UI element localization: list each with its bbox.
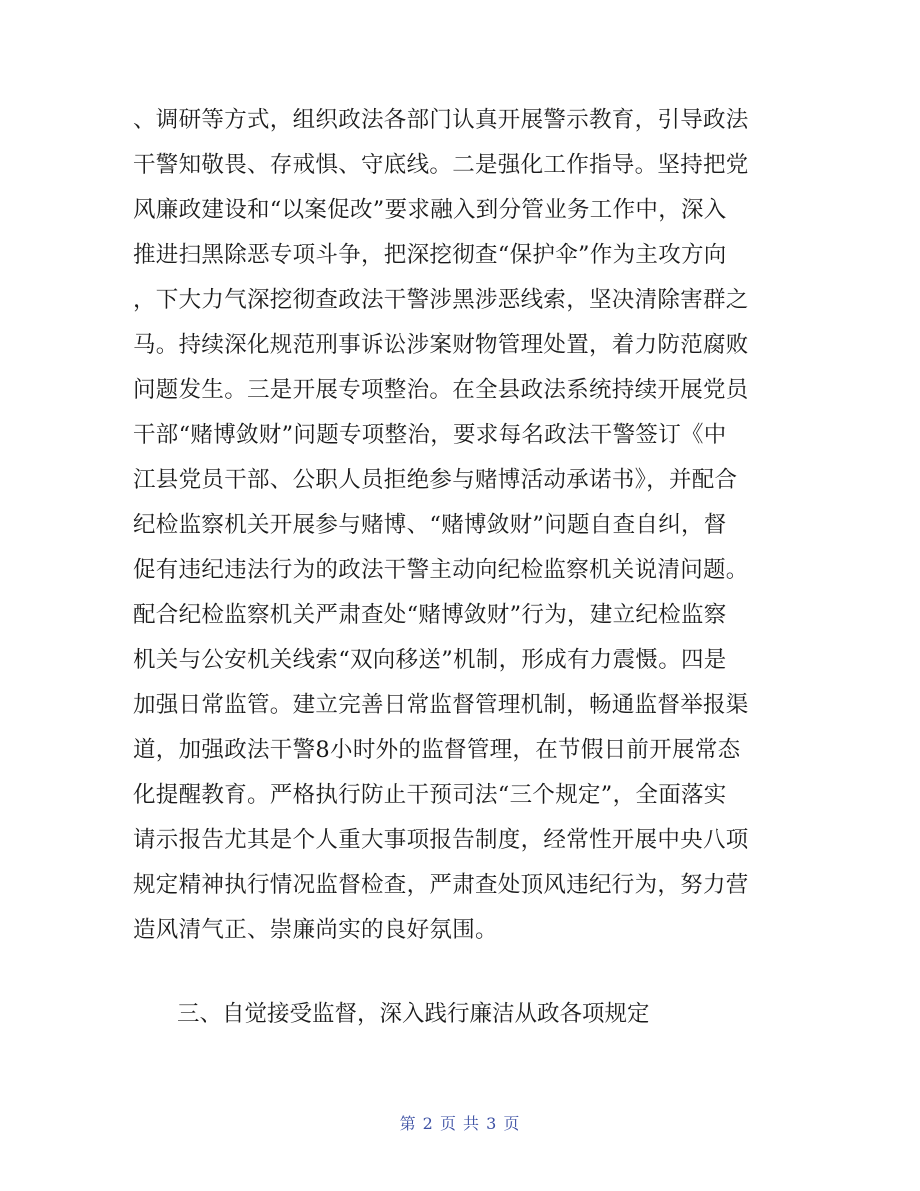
text-line: 促有违纪违法行为的政法干警主动向纪检监察机关说清问题。 xyxy=(133,557,749,583)
page-footer: 第 2 页 共 3 页 xyxy=(399,1114,521,1133)
text-line: 机关与公安机关线索“双向移送”机制，形成有力震慑。四是 xyxy=(133,647,727,673)
text-line: 江县党员干部、公职人员拒绝参与赌博活动承诺书》，并配合 xyxy=(133,467,738,493)
text-line: 化提醒教育。严格执行防止干预司法“三个规定”，全面落实 xyxy=(133,782,727,808)
body-text xyxy=(133,98,793,953)
text-line: 问题发生。三是开展专项整治。在全县政法系统持续开展党员 xyxy=(133,377,749,403)
text-line: ，下大力气深挖彻查政法干警涉黑涉恶线索，坚决清除害群之 xyxy=(133,287,749,313)
text-line: 推进扫黑除恶专项斗争，把深挖彻查“保护伞”作为主攻方向 xyxy=(133,242,727,268)
text-line: 干部“赌博敛财”问题专项整治，要求每名政法干警签订《中 xyxy=(133,422,727,448)
text-line: 配合纪检监察机关严肃查处“赌博敛财”行为，建立纪检监察 xyxy=(133,602,727,628)
text-line: 纪检监察机关开展参与赌博、“赌博敛财”问题自查自纠，督 xyxy=(133,512,727,538)
text-line: 马。持续深化规范刑事诉讼涉案财物管理处置，着力防范腐败 xyxy=(133,332,749,358)
text-line: 造风清气正、崇廉尚实的良好氛围。 xyxy=(133,917,498,943)
text-line: 加强日常监管。建立完善日常监督管理机制，畅通监督举报渠 xyxy=(133,692,749,718)
text-line: 干警知敬畏、存戒惧、守底线。二是强化工作指导。坚持把党 xyxy=(133,152,749,178)
section-heading: 三、自觉接受监督，深入践行廉洁从政各项规定 xyxy=(177,1001,650,1027)
text-line: 、调研等方式，组织政法各部门认真开展警示教育，引导政法 xyxy=(133,107,749,133)
text-line: 规定精神执行情况监督检查，严肃查处顶风违纪行为，努力营 xyxy=(133,872,749,898)
text-line: 请示报告尤其是个人重大事项报告制度，经常性开展中央八项 xyxy=(133,827,749,853)
text-line: 道，加强政法干警8小时外的监督管理，在节假日前开展常态 xyxy=(133,737,741,763)
text-line: 风廉政建设和“以案促改”要求融入到分管业务工作中，深入 xyxy=(133,197,727,223)
